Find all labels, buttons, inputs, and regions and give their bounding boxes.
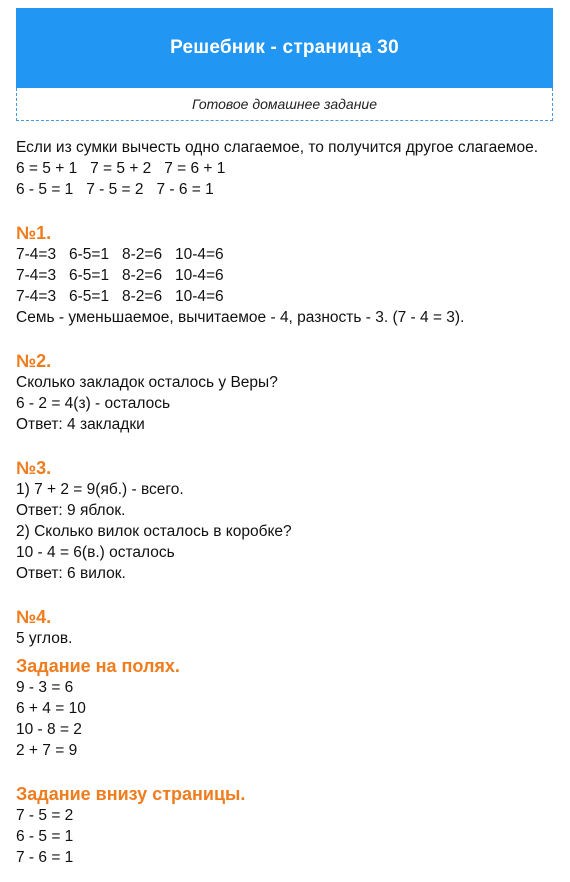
margins-task-line: 6 + 4 = 10	[16, 700, 86, 717]
section-1-line: 7-4=3 6-5=1 8-2=6 10-4=6	[16, 246, 224, 263]
section-4-line: 5 углов.	[16, 630, 73, 647]
section-3-line: Ответ: 6 вилок.	[16, 565, 126, 582]
margins-task-line: 9 - 3 = 6	[16, 679, 74, 696]
section-1-line: 7-4=3 6-5=1 8-2=6 10-4=6	[16, 288, 224, 305]
page-subtitle: Готовое домашнее задание	[191, 96, 377, 112]
bottom-task-line: 7 - 6 = 1	[16, 849, 74, 866]
section-1-line: Семь - уменьшаемое, вычитаемое - 4, разность - 3. (7 - 4 = 3).	[16, 309, 465, 326]
section-3-line: Ответ: 9 яблок.	[16, 502, 126, 519]
margins-task-heading: Задание на полях.	[16, 656, 180, 676]
intro-line-2: 6 - 5 = 1 7 - 5 = 2 7 - 6 = 1	[16, 181, 214, 198]
bottom-task-line: 6 - 5 = 1	[16, 828, 74, 845]
section-4-heading: №4.	[16, 607, 52, 627]
bottom-task-heading: Задание внизу страницы.	[16, 784, 246, 804]
section-1-heading: №1.	[16, 223, 52, 243]
margins-task-line: 2 + 7 = 9	[16, 742, 78, 759]
page-header	[16, 8, 553, 88]
section-2-line: Ответ: 4 закладки	[16, 416, 145, 433]
subtitle-box	[16, 88, 553, 121]
section-3-line: 2) Сколько вилок осталось в коробке?	[16, 523, 292, 540]
section-2-line: Сколько закладок осталось у Веры?	[16, 374, 278, 391]
margins-task-line: 10 - 8 = 2	[16, 721, 82, 738]
intro-text: Если из сумки вычесть одно слагаемое, то получится другое слагаемое.	[16, 139, 539, 156]
bottom-task-line: 7 - 5 = 2	[16, 807, 74, 824]
section-2-line: 6 - 2 = 4(з) - осталось	[16, 395, 171, 412]
intro-line-1: 6 = 5 + 1 7 = 5 + 2 7 = 6 + 1	[16, 160, 226, 177]
section-3-heading: №3.	[16, 458, 52, 478]
section-3-line: 1) 7 + 2 = 9(яб.) - всего.	[16, 481, 184, 498]
section-3-line: 10 - 4 = 6(в.) осталось	[16, 544, 175, 561]
section-1-line: 7-4=3 6-5=1 8-2=6 10-4=6	[16, 267, 224, 284]
section-2-heading: №2.	[16, 351, 52, 371]
page-title: Решебник - страница 30	[170, 37, 399, 58]
content	[16, 137, 556, 868]
